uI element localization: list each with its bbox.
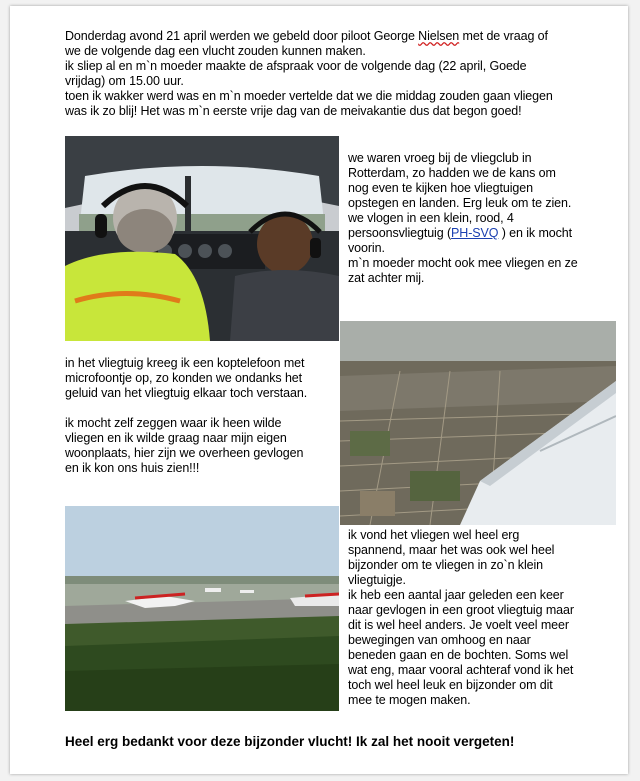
headset-line: vliegen en ik wilde graag naar mijn eigen [65,431,287,445]
intro-paragraph [65,29,605,119]
club-line: we waren vroeg bij de vliegclub in [348,151,532,165]
club-line: persoonsvliegtuig (PH-SVQ ) en ik mocht [348,226,572,240]
exciting-line: bewegingen van omhoog en naar [348,633,531,647]
intro-line: toen ik wakker werd was en m`n moeder vertelde dat we die middag zouden gaan vliegen [65,89,553,103]
exciting-line: mee te mogen maken. [348,693,471,707]
club-line: nog even te kijken hoe vliegtuigen [348,181,533,195]
headset-line: woonplaats, hier zijn we overheen gevlogen [65,446,304,460]
intro-line: was ik zo blij! Het was m`n eerste vrije dag van de meivakantie dus dat begon goed! [65,104,522,118]
airfield-image [65,506,339,711]
cockpit-photo [65,136,339,341]
headset-line: en ik kon ons huis zien!!! [65,461,200,475]
document-page [10,6,628,774]
exciting-line: ik heb een aantal jaar geleden een keer [348,588,564,602]
exciting-paragraph [348,528,618,708]
intro-line: vrijdag) om 15.00 uur. [65,74,184,88]
headset-line: geluid van het vliegtuig elkaar toch verstaan. [65,386,308,400]
aerial-photo [340,321,616,525]
intro-line: Donderdag avond 21 april werden we gebeld door piloot George Nielsen met de vraag of [65,29,548,43]
exciting-line: dit is wel heel anders. Je voelt veel meer [348,618,569,632]
club-line: opstegen en landen. Erg leuk om te zien. [348,196,572,210]
exciting-line: wat eng, maar vooral achteraf vond ik het [348,663,574,677]
headset-line: in het vliegtuig kreeg ik een koptelefoon met [65,356,305,370]
aerial-image [340,321,616,525]
exciting-line: spannend, maar het was ook wel heel [348,543,555,557]
headset-paragraph [65,356,340,476]
club-paragraph [348,151,618,286]
intro-line: ik sliep al en m`n moeder maakte de afspraak voor de volgende dag (22 april, Goede [65,59,527,73]
club-line: Rotterdam, zo hadden we de kans om [348,166,556,180]
closing-sentence: Heel erg bedankt voor deze bijzonder vlucht! Ik zal het nooit vergeten! [65,734,515,749]
exciting-line: vliegtuigje. [348,573,406,587]
club-line: m`n moeder mocht ook mee vliegen en ze [348,256,578,270]
headset-line: ik mocht zelf zeggen waar ik heen wilde [65,416,282,430]
misspelled-name: Nielsen [418,29,460,43]
club-line: zat achter mij. [348,271,425,285]
exciting-line: bijzonder om te vliegen in zo`n klein [348,558,544,572]
club-line: we vlogen in een klein, rood, 4 [348,211,514,225]
aircraft-registration-link[interactable]: PH-SVQ [451,226,499,240]
exciting-line: ik vond het vliegen wel heel erg [348,528,520,542]
intro-line: we de volgende dag een vlucht zouden kunnen maken. [65,44,366,58]
airfield-photo [65,506,339,711]
exciting-line: toch wel heel leuk en bijzonder om dit [348,678,553,692]
club-line: voorin. [348,241,385,255]
cockpit-image [65,136,339,341]
headset-line: microfoontje op, zo konden we ondanks het [65,371,303,385]
exciting-line: beneden gaan en de bochten. Soms wel [348,648,569,662]
exciting-line: naar gevlogen in een groot vliegtuig maar [348,603,574,617]
